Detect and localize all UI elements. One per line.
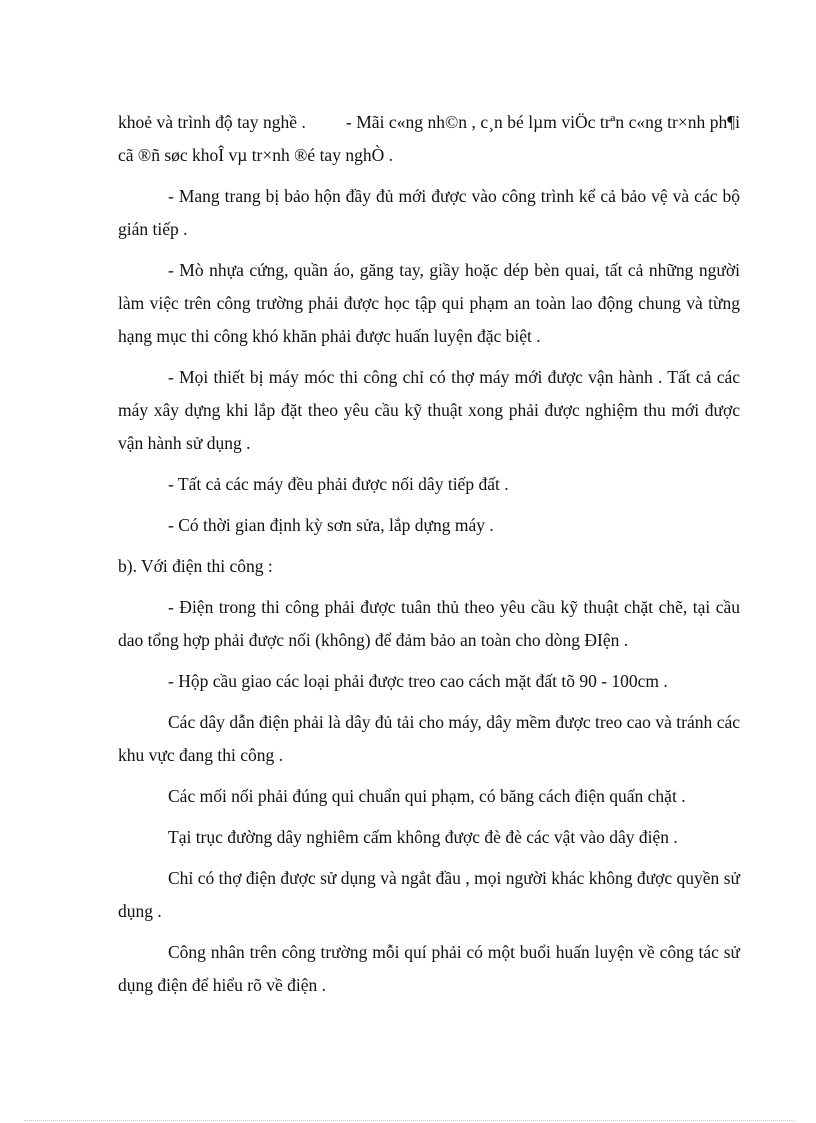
paragraph-8: - Hộp cầu giao các loại phải được treo cao cách mặt đất tõ 90 - 100cm . [168,671,668,691]
paragraph-1-text: - Mãi c«ng nh©n , c¸n bé lµm viÖc trªn c«ng tr×nh ph¶i cã ®ñ søc khoÎ vµ tr×nh ®é tay nghÒ . [118,112,741,165]
paragraph-7: - Điện trong thi công phải được tuân thủ theo yêu cầu kỹ thuật chặt chẽ, tại cầu dao tổng hợp phải được nối (không) để đảm bảo an toàn cho dòng ĐIện . [118,597,740,650]
paragraph-6: - Có thời gian định kỳ sơn sửa, lắp dựng máy . [168,515,494,535]
section-heading: b). Với điện thi công : [118,556,273,576]
paragraph-4: - Mọi thiết bị máy móc thi công chỉ có thợ máy mới được vận hành . Tất cả các máy xây dựng khi lắp đặt theo yêu cầu kỹ thuật xong phải được nghiệm thu mới được vận hành sử dụng . [118,367,740,453]
paragraph-13: Công nhân trên công trường mỗi quí phải có một buổi huấn luyện về công tác sử dụng điện để hiểu rõ về điện . [118,942,740,995]
paragraph-1-lead: khoẻ và trình độ tay nghề . [118,112,306,132]
paragraph-1 [118,106,740,172]
paragraph-3: - Mò nhựa cứng, quần áo, găng tay, giầy hoặc dép bèn quai, tất cả những người làm việc trên công trường phải được học tập qui phạm an toàn lao động chung và từng hạng mục thi công khó khăn phải được huấn luyện đặc biệt . [118,260,740,346]
paragraph-11: Tại trục đường dây nghiêm cấm không được đè đè các vật vào dây điện . [168,827,678,847]
paragraph-10: Các mối nối phải đúng qui chuẩn qui phạm, có băng cách điện quấn chặt . [168,786,686,806]
page-bottom-divider [24,1120,794,1121]
document-body [118,106,740,1010]
paragraph-12: Chỉ có thợ điện được sử dụng và ngắt đầu , mọi người khác không được quyền sử dụng . [118,868,740,921]
paragraph-2: - Mang trang bị bảo hộn đầy đủ mới được vào công trình kể cả bảo vệ và các bộ gián tiếp . [118,186,740,239]
paragraph-5: - Tất cả các máy đều phải được nối dây tiếp đất . [168,474,509,494]
paragraph-9: Các dây dẫn điện phải là dây đủ tải cho máy, dây mềm được treo cao và tránh các khu vực đang thi công . [118,712,740,765]
